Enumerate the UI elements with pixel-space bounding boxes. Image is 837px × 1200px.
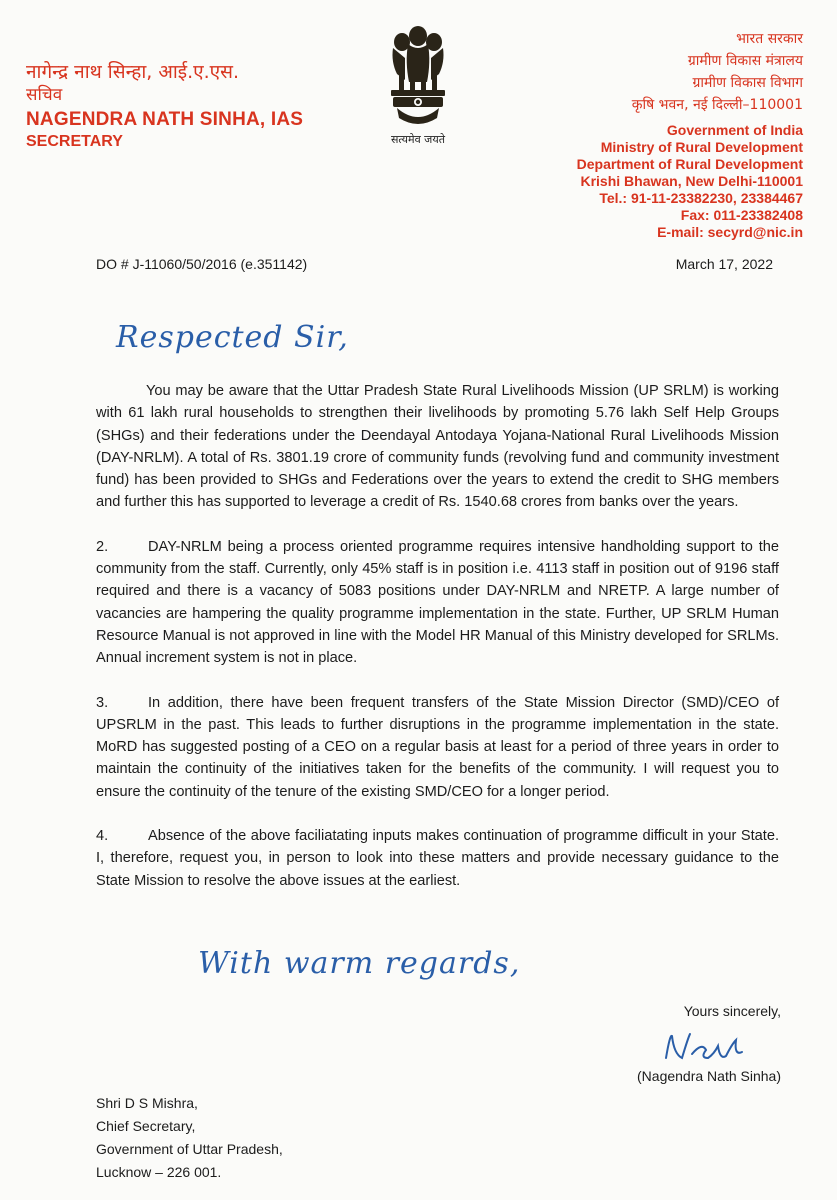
sender-title: SECRETARY — [26, 133, 123, 151]
recipient-line: Shri D S Mishra, — [96, 1095, 198, 1111]
office-hindi-line: कृषि भवन, नई दिल्ली–110001 — [631, 97, 803, 113]
sender-title-hindi: सचिव — [26, 84, 63, 105]
paragraph-text: You may be aware that the Uttar Pradesh State Rural Livelihoods Mission (UP SRLM) is working with 61 lakh rural households to strengthen their livelihoods by promoting 5.76 lakh Self Help Groups (SHGs) and their federations under the Deendayal Antodaya Yojana-National Rural Livelihoods Mission (DAY-NRLM). A total of Rs. 3801.19 crore of community funds (revolving fund and community investment fund) has been provided to SHGs and Federations over the years to extend the credit to SHG members and further this has supported to leverage a credit of Rs. 1540.68 crores from banks over the years. — [96, 383, 779, 511]
paragraph-number: 4. — [96, 828, 109, 845]
sender-block — [26, 62, 303, 152]
sender-name-hindi: नागेन्द्र नाथ सिन्हा, आई.ए.एस. — [26, 61, 240, 83]
salutation: Respected Sir, — [116, 320, 349, 355]
paragraph-4 — [96, 825, 779, 892]
office-hindi-line: भारत सरकार — [736, 31, 803, 47]
office-english-line: Krishi Bhawan, New Delhi-110001 — [580, 173, 803, 189]
letter-date: March 17, 2022 — [675, 256, 773, 272]
emblem-motto: सत्यमेव जयते — [390, 133, 445, 146]
office-block — [577, 28, 803, 241]
paragraph-2 — [96, 536, 779, 670]
paragraph-number: 2. — [96, 538, 109, 555]
sender-name: NAGENDRA NATH SINHA, IAS — [26, 109, 304, 131]
reference-number: DO # J-11060/50/2016 (e.351142) — [96, 256, 308, 272]
lion-capital-icon — [383, 22, 453, 134]
closing: Yours sincerely, — [683, 1003, 781, 1019]
office-english-line: Department of Rural Development — [576, 156, 803, 172]
national-emblem — [358, 22, 478, 152]
paragraph-number: 3. — [96, 694, 109, 711]
recipient-line: Lucknow – 226 001. — [96, 1164, 222, 1180]
office-hindi-line: ग्रामीण विकास विभाग — [692, 75, 803, 91]
office-phone: Tel.: 91-11-23382230, 23384467 — [599, 190, 803, 206]
signature-icon — [662, 1024, 752, 1068]
office-hindi-line: ग्रामीण विकास मंत्रालय — [687, 53, 803, 69]
paragraph-text: In addition, there have been frequent transfers of the State Mission Director (SMD)/CEO of UPSRLM in the past. This leads to further disruptions in the programme implementation in the state. MoRD has suggested posting of a CEO on a regular basis at least for a period of three years in order to maintain the continuity of the initiatives taken for the benefits of the community. I will request you to ensure the continuity of the tenure of the existing SMD/CEO for a longer period. — [96, 694, 779, 800]
letter-body — [96, 380, 779, 914]
paragraph-text: Absence of the above faciliatating inputs makes continuation of programme difficult in your State. I, therefore, request you, in person to look into these matters and provide necessary guidance to the State Mission to resolve the above issues at the earliest. — [96, 828, 779, 889]
paragraph-1 — [96, 380, 779, 514]
recipient-address — [96, 1092, 283, 1184]
signatory-name: (Nagendra Nath Sinha) — [637, 1068, 781, 1084]
handwritten-regards: With warm regards, — [198, 946, 521, 981]
office-fax: Fax: 011-23382408 — [680, 207, 803, 223]
office-email: E-mail: secyrd@nic.in — [657, 224, 803, 240]
paragraph-text: DAY-NRLM being a process oriented programme requires intensive handholding support to the community from the staff. Currently, only 45% staff is in position i.e. 4113 staff in position out of 9196 staff required and there is a vacancy of 5083 positions under DAY-NRLM and NRETP. A large number of vacancies are hampering the quality programme implementation in the state. Further, UP SRLM Human Resource Manual is not approved in line with the Model HR Manual of this Ministry developed for SRLMs. Annual increment system is not in place. — [96, 538, 779, 667]
recipient-line: Chief Secretary, — [96, 1118, 196, 1134]
office-english-line: Ministry of Rural Development — [600, 139, 803, 155]
recipient-line: Government of Uttar Pradesh, — [96, 1141, 283, 1157]
paragraph-3 — [96, 692, 779, 803]
office-english-line: Government of India — [666, 122, 803, 138]
